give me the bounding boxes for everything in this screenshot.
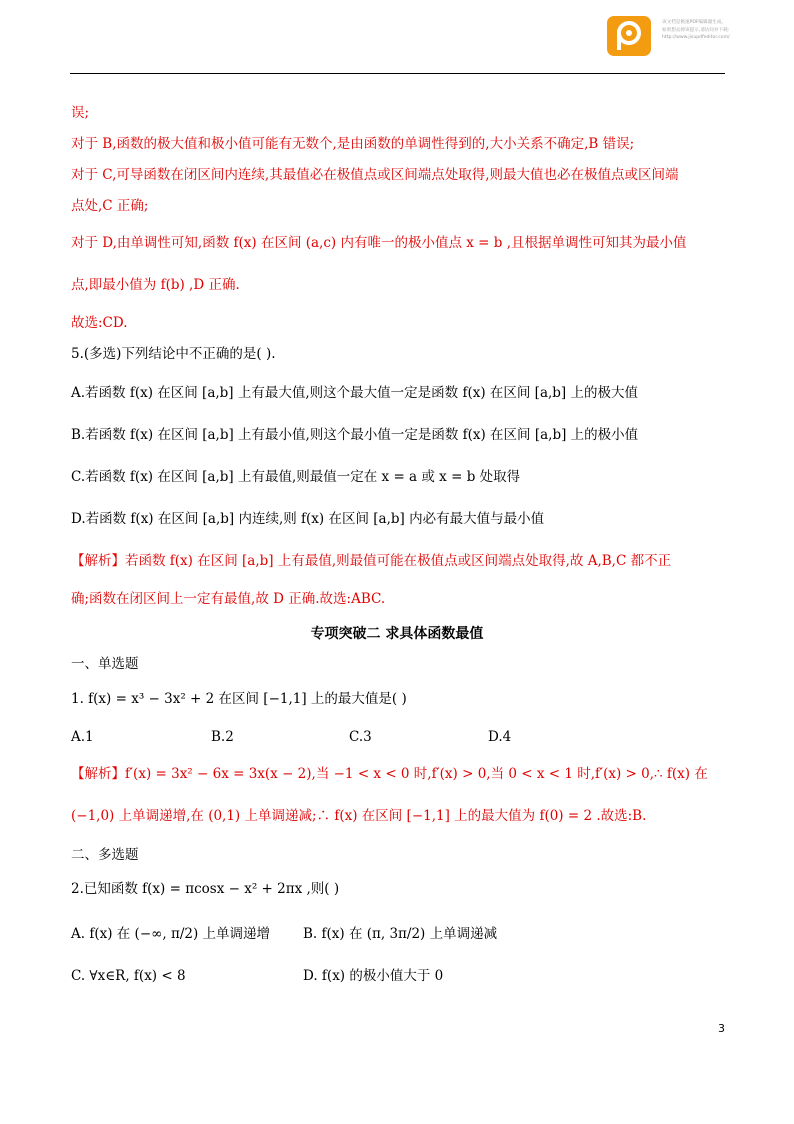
solution-line: 【解析】f′(x) = 3x² − 6x = 3x(x − 2),当 −1 < x < 0 时,f′(x) > 0,当 0 < x < 1 时,f′(x) > 0,∴ f(x) 在 xyxy=(71,766,708,782)
option-d: D.若函数 f(x) 在区间 [a,b] 内连续,则 f(x) 在区间 [a,b] 内必有最大值与最小值 xyxy=(71,511,545,527)
solution-line: 对于 C,可导函数在闭区间内连续,其最值必在极值点或区间端点处取得,则最大值也必在极值点或区间端 xyxy=(71,167,679,183)
header-divider xyxy=(70,73,725,74)
solution-line: 点处,C 正确; xyxy=(71,198,149,214)
question-stem: 2.已知函数 f(x) = πcosx − x² + 2πx ,则( ) xyxy=(71,881,340,897)
watermark-line: 该文档是极速PDF编辑器生成, xyxy=(662,20,723,25)
solution-line: 确;函数在闭区间上一定有最值,故 D 正确.故选:ABC. xyxy=(71,591,386,607)
option-b: B.2 xyxy=(211,729,234,745)
solution-line: 对于 D,由单调性可知,函数 f(x) 在区间 (a,c) 内有唯一的极小值点 x = b ,且根据单调性可知其为最小值 xyxy=(71,235,687,251)
watermark-text xyxy=(662,19,790,42)
solution-line: 误; xyxy=(71,105,90,121)
solution-line: 【解析】若函数 f(x) 在区间 [a,b] 上有最值,则最值可能在极值点或区间端点处取得,故 A,B,C 都不正 xyxy=(71,553,672,569)
solution-line: 点,即最小值为 f(b) ,D 正确. xyxy=(71,277,240,293)
option-a: A.1 xyxy=(71,729,94,745)
option-b: B.若函数 f(x) 在区间 [a,b] 上有最小值,则这个最小值一定是函数 f(x) 在区间 [a,b] 上的极小值 xyxy=(71,427,639,443)
option-d: D.4 xyxy=(488,729,512,745)
solution-line: 对于 B,函数的极大值和极小值可能有无数个,是由函数的单调性得到的,大小关系不确定,B 错误; xyxy=(71,136,635,152)
part-heading: 一、单选题 xyxy=(71,656,139,672)
watermark-line: http://www.jisupdfeditor.com/ xyxy=(662,35,730,40)
option-b: B. f(x) 在 (π, 3π/2) 上单调递减 xyxy=(303,926,498,942)
solution-line: (−1,0) 上单调递增,在 (0,1) 上单调递减;∴ f(x) 在区间 [−1,1] 上的最大值为 f(0) = 2 .故选:B. xyxy=(71,808,647,824)
option-c: C.3 xyxy=(349,729,372,745)
pdf-editor-logo-icon xyxy=(607,16,651,56)
solution-line: 故选:CD. xyxy=(71,315,128,331)
page-number: 3 xyxy=(718,1022,725,1035)
option-a: A.若函数 f(x) 在区间 [a,b] 上有最大值,则这个最大值一定是函数 f(x) 在区间 [a,b] 上的极大值 xyxy=(71,385,638,401)
option-c: C. ∀x∈R, f(x) < 8 xyxy=(71,968,186,984)
part-heading: 二、多选题 xyxy=(71,847,139,863)
option-c: C.若函数 f(x) 在区间 [a,b] 上有最值,则最值一定在 x = a 或 x = b 处取得 xyxy=(71,469,521,485)
option-a: A. f(x) 在 (−∞, π/2) 上单调递增 xyxy=(71,926,271,942)
question-stem: 5.(多选)下列结论中不正确的是( ). xyxy=(71,346,276,362)
option-d: D. f(x) 的极小值大于 0 xyxy=(303,968,444,984)
section-title: 专项突破二 求具体函数最值 xyxy=(310,626,484,642)
watermark-line: 如果想去掉该提示,请访问并下载: xyxy=(662,27,730,33)
question-stem: 1. f(x) = x³ − 3x² + 2 在区间 [−1,1] 上的最大值是( ) xyxy=(71,691,407,707)
